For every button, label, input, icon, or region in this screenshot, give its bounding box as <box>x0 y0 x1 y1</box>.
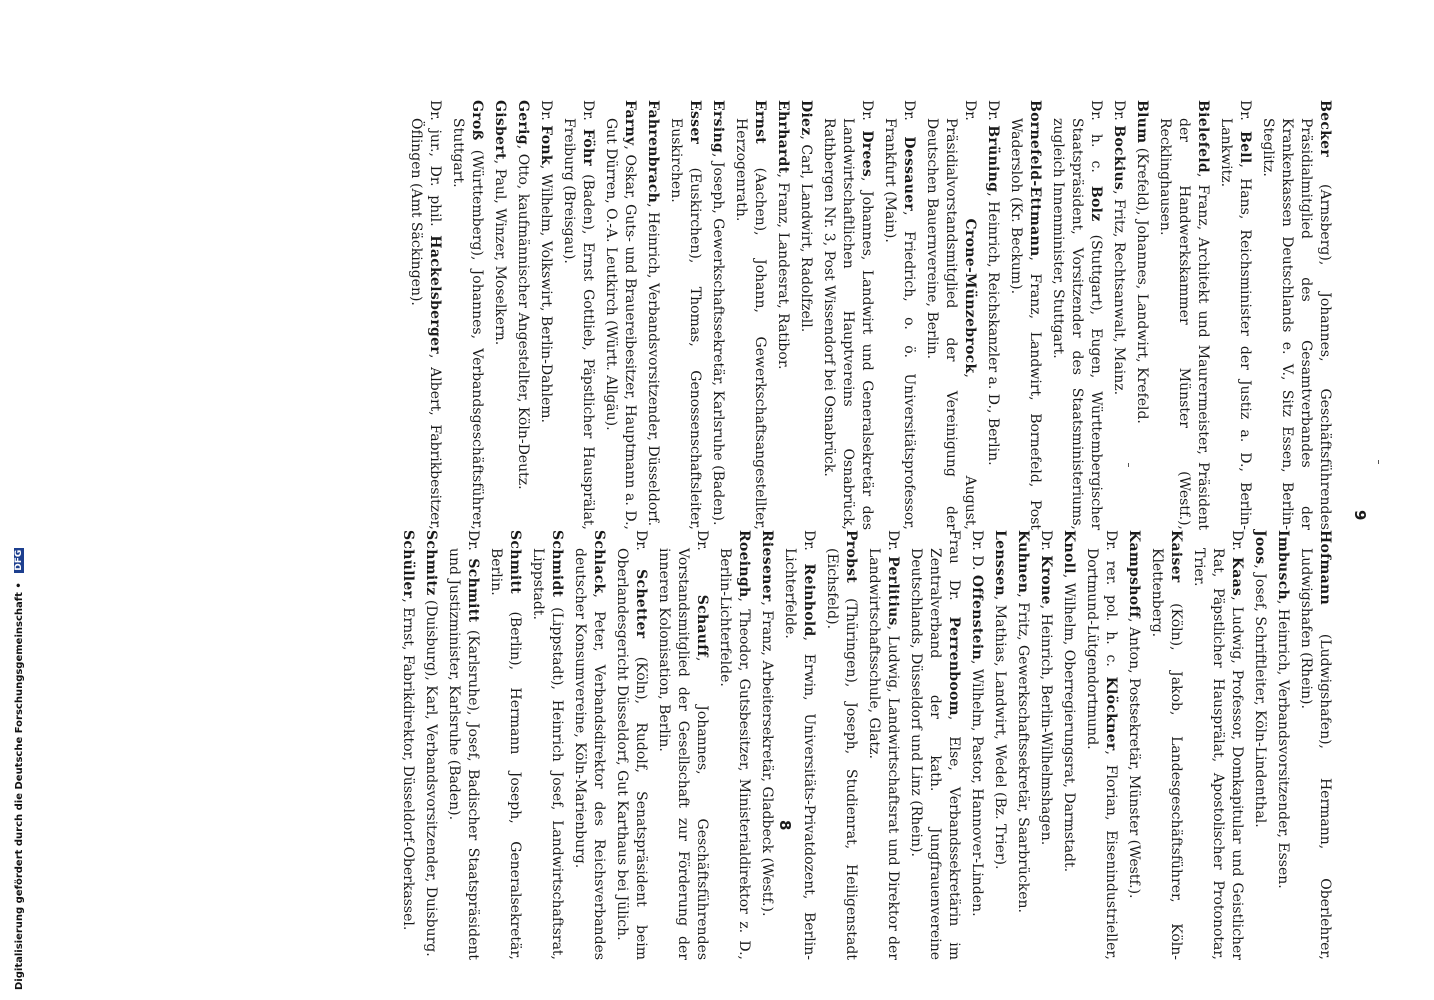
member-name: Bockius <box>1111 125 1127 191</box>
member-entry <box>444 530 482 960</box>
member-title: Dr. <box>1111 100 1127 126</box>
member-name: Imbusch <box>1275 530 1291 601</box>
member-entry <box>486 530 524 960</box>
member-entry <box>1036 530 1055 960</box>
member-details: (Duisburg), Karl, Verbandsvorsitzender, Duisburg. <box>423 595 439 957</box>
member-details: , Johannes, Landwirt und Generalsekretär des Landwirtschaftlichen Hauptvereins Osnabrück, Rathbergen Nr. 3, Post Wissendorf bei Osnabrück. <box>821 118 875 530</box>
member-entry <box>448 100 486 530</box>
member-name: Perlitius <box>885 556 901 626</box>
page-number-bottom: 8 <box>776 820 794 831</box>
member-name: Ehrhardt <box>775 100 791 174</box>
digitization-footer <box>0 0 25 1000</box>
member-name: Dessauer <box>901 136 917 212</box>
member-title: Dr. <box>885 530 901 557</box>
member-name: Riesener <box>759 530 775 602</box>
member-name: Schüller <box>400 530 416 599</box>
member-entry <box>601 100 639 530</box>
member-name: Schmidt <box>549 530 565 598</box>
member-entry <box>398 530 417 960</box>
member-details: , Johannes, Geschäftsführendes Vorstandsmitglied der Gesellschaft zur Förderung der inneren Kolonisation, Berlin. <box>656 548 710 961</box>
member-details: , Wilhelm, Volkswirt, Berlin-Dahlem. <box>538 164 554 423</box>
member-details: , Franz, Architekt und Maurermeister, Präsident der Handwerkskammer Münster (Westf.), Recklinghausen. <box>1157 118 1211 530</box>
member-entry <box>715 530 753 960</box>
member-title: Dr. <box>985 100 1001 126</box>
member-details: , Wilhelm, Oberregierungsrat, Darmstadt. <box>1061 573 1077 873</box>
member-entry <box>643 100 662 530</box>
member-entry <box>773 100 792 530</box>
member-details: , Franz, Arbeitersekretär, Gladbeck (Westf.). <box>759 601 775 917</box>
member-name: Kuhnen <box>1015 530 1031 594</box>
member-entry <box>570 530 608 960</box>
member-entry <box>536 100 555 530</box>
member-details: , Carl, Landwirt, Radolfzell. <box>798 135 814 333</box>
member-name: Gerig <box>515 100 531 145</box>
member-name: Bolz <box>1088 185 1104 222</box>
member-entry <box>983 100 1002 530</box>
member-name: Brüning <box>985 125 1001 193</box>
member-name: Probst <box>843 530 859 584</box>
member-name: Ersing <box>710 100 726 154</box>
member-entry <box>1296 530 1334 960</box>
member-title: Dr. <box>901 100 917 137</box>
member-title: Dr. h. c. <box>1088 100 1104 186</box>
member-entry <box>513 100 532 530</box>
member-details: , Florian, Eisenindustrieller, Dortmund-Lütgendortmund. <box>1084 548 1119 960</box>
member-name: Schauff <box>694 594 710 657</box>
member-entry <box>796 100 815 530</box>
member-entry <box>731 100 769 530</box>
member-entry <box>819 100 876 530</box>
member-entry <box>757 530 776 960</box>
member-entry <box>612 530 650 960</box>
member-entry <box>708 100 727 530</box>
member-details: , Anton, Postsekretär, Münster (Westf.). <box>1126 618 1142 899</box>
member-details: (Baden), Ernst Gottlieb, Päpstlicher Hausprälat, Freiburg (Breisgau). <box>561 118 596 531</box>
member-entry <box>1155 100 1212 530</box>
member-entry <box>1124 530 1143 960</box>
member-name: Schmitz <box>423 530 439 596</box>
member-details: , Heinrich, Reichskanzler a. D., Berlin. <box>985 192 1001 466</box>
member-details: (Thüringen), Joseph, Studienrat, Heiligenstadt (Eichsfeld). <box>824 548 859 960</box>
member-details: (Euskirchen), Thomas, Genossenschaftsleiter, Euskirchen. <box>668 118 703 530</box>
member-entry <box>490 100 509 530</box>
member-details: , Else, Verbandssekretärin im Zentralverband der kath. Jungfrauenvereine Deutschlands, Düsseldorf und Linz (Rhein). <box>908 548 962 960</box>
member-title: Dr. <box>694 530 710 595</box>
member-title: Dr. jur., Dr. phil. <box>427 100 443 236</box>
member-name: Gisbert <box>492 100 508 160</box>
member-name: Becker <box>1317 100 1333 158</box>
member-title: Dr. <box>538 100 554 126</box>
member-title: Frau Dr. <box>946 530 962 617</box>
member-details: , Joseph, Gewerkschaftssekretär, Karlsruhe (Baden). <box>710 153 726 526</box>
member-title: Dr. <box>580 100 596 129</box>
member-entry <box>654 530 711 960</box>
member-title: Dr. <box>801 530 817 564</box>
member-details: (Köln), Jakob, Landesgeschäftsführer, Köln-Klettenberg. <box>1149 548 1184 960</box>
member-name: Groß <box>469 100 485 141</box>
member-name: Lenssen <box>992 530 1008 596</box>
member-details: , Oskar, Guts- und Brauereibesitzer, Hauptmann a. D., Gut Dürren, O.-A. Leutkirch (Württ. Allgäu). <box>603 118 638 530</box>
member-entry <box>1059 530 1078 960</box>
member-name: Schmitt <box>465 558 481 623</box>
member-name: Klöckner <box>1103 676 1119 751</box>
member-details: (Württemberg), Johannes, Verbandsgeschäftsführer, Stuttgart. <box>450 118 485 530</box>
member-details: , Theodor, Gutsbesitzer, Ministerialdirektor z. D., Berlin-Lichterfelde. <box>717 548 752 960</box>
member-details: , Paul, Winzer, Moselkern. <box>492 159 508 346</box>
member-details: , August, Präsidialvorstandsmitglied der Vereinigung der Deutschen Bauernvereine, Berlin. <box>924 118 978 530</box>
member-name: Bornefeld-Ettmann <box>1027 100 1043 257</box>
member-title: Dr. <box>465 530 481 559</box>
member-details: (Karlsruhe), Josef, Badischer Staatspräsident und Justizminister, Karlsruhe (Baden). <box>446 548 481 961</box>
member-entry <box>1147 530 1185 960</box>
member-name: Esser <box>687 100 703 145</box>
member-details: (Lippstadt), Heinrich Josef, Landwirtschaftsrat, Lippstadt. <box>530 548 565 960</box>
member-entry <box>1273 530 1292 960</box>
member-name: Offenstein <box>969 574 985 660</box>
member-entry <box>990 530 1009 960</box>
member-details: , Hans, Reichsminister der Justiz a. D., Berlin-Lankwitz. <box>1218 118 1253 531</box>
member-name: Bielefeld <box>1195 100 1211 174</box>
member-title: Dr. D. <box>969 530 985 575</box>
member-details: , Franz, Landesrat, Ratibor. <box>775 173 791 370</box>
member-entry <box>922 100 979 530</box>
member-name: Hofmann <box>1317 530 1333 605</box>
member-details: (Arnsberg), Johannes, Geschäftsführendes Präsidialmitglied des Gesamtverbandes der Krankenkassen Deutschlands e. V., Sitz Essen, Berlin-Steglitz. <box>1260 118 1333 530</box>
member-name: Roeingh <box>736 530 752 598</box>
member-title: Dr. <box>859 100 875 131</box>
member-details: , Fritz, Rechtsanwalt, Mainz. <box>1111 190 1127 396</box>
member-name: Kaas <box>1229 556 1245 597</box>
member-entry <box>1250 530 1269 960</box>
member-entry <box>780 530 818 960</box>
member-name: Blum <box>1134 100 1150 144</box>
member-details: , Ernst, Fabrikdirektor, Düsseldorf-Oberkassel. <box>400 598 416 931</box>
member-name: Fonk <box>538 125 554 165</box>
member-name: Crone-Münzebrock <box>962 218 978 374</box>
member-details: , Heinrich, Berlin-Wilhelmshagen. <box>1038 604 1054 846</box>
member-details: , Otto, kaufmännischer Angestellter, Köln-Deutz. <box>515 144 531 490</box>
member-name: Farny <box>622 100 638 146</box>
member-entry <box>1109 100 1128 530</box>
member-details: (Ludwigshafen), Hermann, Oberlehrer, Ludwigshafen (Rhein). <box>1298 548 1333 960</box>
scan-mark <box>1378 460 1379 464</box>
member-entry <box>1082 530 1120 960</box>
member-entry <box>421 530 440 960</box>
member-title: Dr. <box>1229 530 1245 557</box>
member-details: , Erwin, Universitäts-Privatdozent, Berlin-Lichterfelde. <box>782 548 817 960</box>
member-name: Joos <box>1252 530 1268 565</box>
member-entry <box>880 100 918 530</box>
member-details: , Fritz, Gewerkschaftssekretär, Saarbrücken. <box>1015 593 1031 913</box>
left-column <box>402 100 1334 530</box>
member-details: , Franz, Landwirt, Bornefeld, Post Wadersloh (Kr. Beckum). <box>1008 118 1043 530</box>
member-entry <box>1258 100 1334 530</box>
member-details: , Ludwig, Professor, Domkapitular und Geistlicher Rat, Päpstlicher Hausprälat, Apostolischer Protonotar, Trier. <box>1191 548 1245 960</box>
dfg-credit <box>14 548 25 990</box>
member-title: Dr. <box>633 530 649 570</box>
member-entry <box>559 100 597 530</box>
member-entry <box>1189 530 1246 960</box>
member-entry <box>528 530 566 960</box>
member-details: , Ludwig, Landwirtschaftsrat und Direktor der Landwirtschaftsschule, Glatz. <box>866 548 901 960</box>
member-entry <box>1013 530 1032 960</box>
member-entry <box>967 530 986 960</box>
member-details: , Josef, Schriftleiter, Köln-Lindenthal. <box>1252 564 1268 828</box>
member-details: (Krefeld), Johannes, Landwirt, Krefeld. <box>1134 143 1150 424</box>
member-entry <box>864 530 902 960</box>
member-entry <box>906 530 963 960</box>
member-entry <box>666 100 704 530</box>
member-details: (Aachen), Johann, Gewerkschaftsangestellter, Herzogenrath. <box>733 118 768 530</box>
member-name: Reinhold <box>801 563 817 637</box>
member-name: Fahrenbrach <box>645 100 661 204</box>
member-details: , Mathias, Landwirt, Wedel (Bz. Trier). <box>992 595 1008 870</box>
member-details: , Heinrich, Verbandsvorsitzender, Essen. <box>1275 600 1291 889</box>
dfg-credit-text: Digitalisierung gefördert durch die Deutsche Forschungsgemeinschaft • <box>14 582 25 990</box>
member-title: Dr. <box>962 100 978 219</box>
member-name: Bell <box>1237 130 1253 164</box>
member-details: , Albert, Fabrikbesitzer, Öflingen (Amt Säckingen). <box>408 118 443 530</box>
member-entry <box>1006 100 1044 530</box>
member-entry <box>1048 100 1105 530</box>
member-name: Ernst <box>752 100 768 145</box>
member-name: Diez <box>798 100 814 136</box>
member-details: (Stuttgart), Eugen, Württembergischer Staatspräsident, Vorsitzender des Staatsministeriums, zugleich Innenminister, Stuttgart. <box>1050 118 1104 531</box>
member-entry <box>1132 100 1151 530</box>
member-details: (Köln), Rudolf, Senatspräsident beim Oberlandesgericht Düsseldorf, Gut Karthaus bei Jülich. <box>614 548 649 961</box>
member-name: Schmitt <box>507 530 523 594</box>
member-details: , Peter, Verbandsdirektor des Reichsverbandes deutscher Konsumvereine, Köln-Marienburg. <box>572 548 607 960</box>
member-name: Kaiser <box>1168 530 1184 583</box>
member-entry <box>1216 100 1254 530</box>
member-details: , Friedrich, o. ö. Universitätsprofessor, Frankfurt (Main). <box>882 118 917 531</box>
member-title: Dr. <box>1038 530 1054 556</box>
member-details: (Berlin), Hermann Joseph, Generalsekretär, Berlin. <box>488 548 523 960</box>
page-number-top: 9 <box>1351 510 1369 521</box>
dfg-logo-icon: DFG <box>14 549 24 571</box>
member-entry <box>406 100 444 530</box>
member-entry <box>822 530 860 960</box>
member-details: , Heinrich, Verbandsvorsitzender, Düsseldorf. <box>645 203 661 527</box>
member-name: Perrenboom <box>946 616 962 716</box>
member-name: Krone <box>1038 555 1054 605</box>
right-column <box>394 530 1334 960</box>
member-name: Schlack <box>591 530 607 594</box>
member-name: Hackelsberger <box>427 235 443 354</box>
member-name: Föhr <box>580 128 596 167</box>
member-title: Dr. <box>1237 100 1253 131</box>
member-title: Dr. rer. pol. h. c. <box>1103 530 1119 677</box>
member-name: Schetter <box>633 569 649 639</box>
member-name: Drees <box>859 130 875 178</box>
member-name: Kampshoff <box>1126 530 1142 618</box>
member-name: Knoll <box>1061 530 1077 574</box>
member-details: , Wilhelm, Pastor, Hannover-Linden. <box>969 660 985 917</box>
